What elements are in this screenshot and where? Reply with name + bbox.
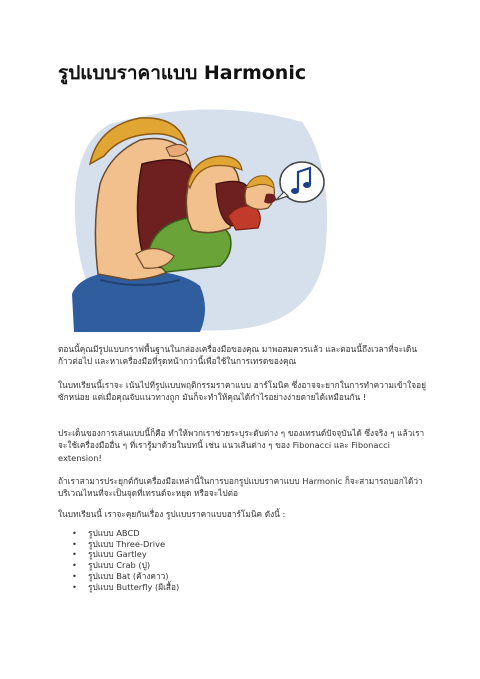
bullet-icon: • [72,528,77,538]
nested-singing-men-illustration [70,104,332,332]
list-item [58,539,179,550]
pattern-abcd: รูปแบบ ABCD [88,528,140,538]
intro-paragraph: ตอนนี้คุณมีรูปแบบกราฟพื้นฐานในกล่องเครื่องมือของคุณ มาพอสมควรแล้ว และตอนนี้ถึงเวลาที่จะเดินก้าวต่อไป และหาเครื่องมือที่รุดหน้ากว่านี้เพื่อใช้ในการเทรดของคุณ [58,344,417,367]
harmonic-focus-paragraph: ในบทเรียนนี้เราจะ เน้นไปที่รูปแบบพฤติกรรมราคาแบบ ฮาร์โมนิค ซึ่งอาจจะยากในการทำความเข้าใจอยู่ซักหน่อย แต่เมื่อคุณจับแนวทางถูก มันก็จะทำให้คุณได้กำไรอย่างง่ายดายได้เหมือนกัน ! [58,380,426,403]
bullet-icon: • [72,581,77,592]
lesson-topics-intro: ในบทเรียนนี้ เราจะคุยกันเรื่อง รูปแบบราคาแบบฮาร์โมนิค ดังนี้ : [58,509,286,519]
list-item [58,528,179,539]
pattern-list [58,528,179,592]
pattern-butterfly: รูปแบบ Butterfly (ผีเสื้อ) [88,581,180,592]
list-item [58,571,179,582]
application-paragraph: ถ้าเราสามารประยุกต์กับเครื่องมือเหล่านี้ในการบอกรูปแบบราคาแบบ Harmonic ก็จะสามารถบอกได้ว่าบริเวณไหนที่จะเป็นจุดที่เทรนด์จะหยุด หรือจะไปต่อ [58,476,423,499]
pattern-crab: รูปแบบ Crab (ปู) [88,560,151,571]
bullet-icon: • [72,538,77,549]
list-item [58,549,179,560]
pattern-gartley: รูปแบบ Gartley [88,549,147,560]
list-item [58,560,179,571]
pattern-three-drive: รูปแบบ Three-Drive [88,538,166,549]
bullet-icon: • [72,549,77,560]
bullet-icon: • [72,560,77,571]
fibonacci-paragraph: ประเด็นของการเล่นแบบนี้ก็คือ ทำให้พวกเราช่วยระบุระดับต่าง ๆ ของเทรนด์ปัจจุบันได้ ซึ่งจริง ๆ แล้วเราจะใช้เครื่องมืออื่น ๆ ที่เรารู้มาด้วยในบทนี้ เช่น แนวเส้นต่าง ๆ ของ Fibonacci และ Fibonacci extension! [58,428,425,463]
list-item [58,582,179,593]
page-title: รูปแบบราคาแบบ Harmonic [58,62,307,84]
bullet-icon: • [72,570,77,581]
pattern-bat: รูปแบบ Bat (ค้างคาว) [88,570,169,581]
